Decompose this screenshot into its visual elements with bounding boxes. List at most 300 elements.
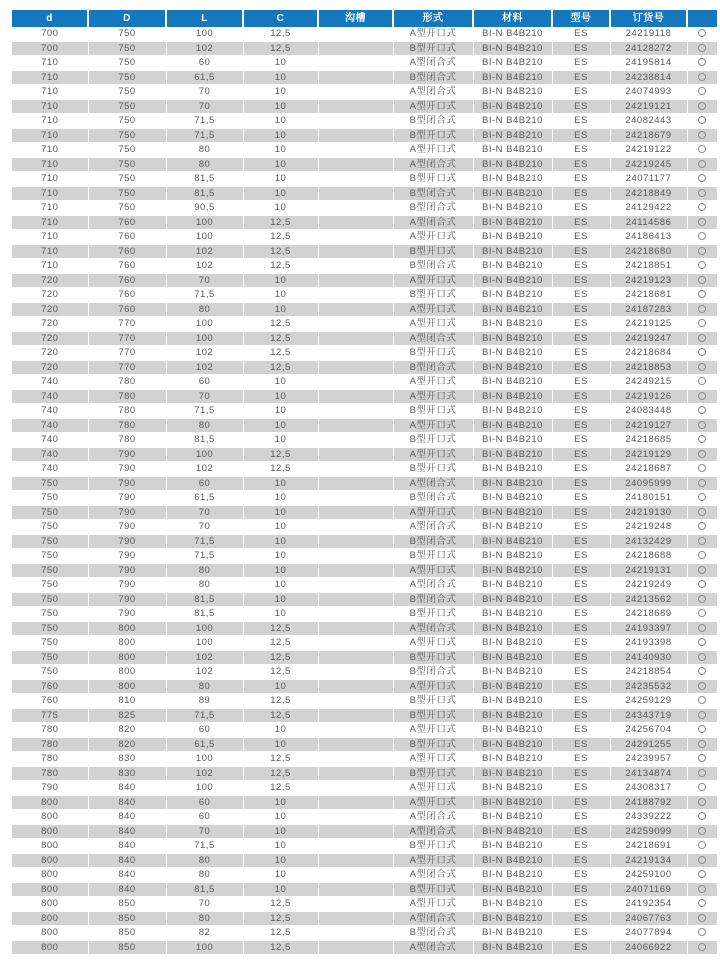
cell-order-no: 24067763 — [610, 911, 687, 926]
table-row — [12, 128, 717, 143]
availability-circle-icon — [698, 189, 706, 197]
cell-D: 780 — [88, 375, 166, 390]
table-row — [12, 244, 717, 259]
cell-d: 750 — [12, 592, 88, 607]
availability-circle-icon — [698, 711, 706, 719]
cell-D: 810 — [88, 694, 166, 709]
table-row — [12, 317, 717, 332]
cell-L: 90,5 — [166, 201, 243, 216]
cell-groove — [318, 70, 393, 85]
cell-form: A型闭合式 — [393, 331, 473, 346]
cell-C: 10 — [243, 128, 318, 143]
cell-model: ES — [552, 607, 610, 622]
cell-form: B型开口式 — [393, 41, 473, 56]
cell-material: BI-N B4B210 — [473, 694, 552, 709]
cell-groove — [318, 433, 393, 448]
table-row — [12, 462, 717, 477]
cell-order-no: 24218684 — [610, 346, 687, 361]
cell-C: 10 — [243, 578, 318, 593]
cell-L: 70 — [166, 389, 243, 404]
cell-C: 10 — [243, 389, 318, 404]
cell-order-no: 24192354 — [610, 897, 687, 912]
cell-L: 100 — [166, 215, 243, 230]
cell-D: 790 — [88, 592, 166, 607]
cell-order-no: 24074993 — [610, 85, 687, 100]
cell-L: 60 — [166, 56, 243, 71]
cell-order-no: 24195814 — [610, 56, 687, 71]
cell-form: A型开口式 — [393, 795, 473, 810]
cell-form: B型闭合式 — [393, 534, 473, 549]
cell-groove — [318, 505, 393, 520]
availability-circle-icon — [698, 392, 706, 400]
cell-model: ES — [552, 810, 610, 825]
cell-L: 100 — [166, 331, 243, 346]
cell-order-no: 24249215 — [610, 375, 687, 390]
availability-circle-icon — [698, 276, 706, 284]
cell-d: 800 — [12, 839, 88, 854]
cell-D: 840 — [88, 781, 166, 796]
cell-form: B型开口式 — [393, 462, 473, 477]
cell-C: 10 — [243, 114, 318, 129]
cell-groove — [318, 317, 393, 332]
cell-model: ES — [552, 940, 610, 955]
cell-form: A型闭合式 — [393, 810, 473, 825]
cell-d: 800 — [12, 795, 88, 810]
cell-D: 750 — [88, 172, 166, 187]
cell-d: 780 — [12, 766, 88, 781]
cell-material: BI-N B4B210 — [473, 288, 552, 303]
cell-d: 750 — [12, 636, 88, 651]
cell-model: ES — [552, 752, 610, 767]
cell-groove — [318, 288, 393, 303]
cell-C: 12,5 — [243, 317, 318, 332]
cell-groove — [318, 418, 393, 433]
table-row — [12, 897, 717, 912]
cell-groove — [318, 215, 393, 230]
cell-model: ES — [552, 795, 610, 810]
cell-groove — [318, 491, 393, 506]
cell-model: ES — [552, 215, 610, 230]
table-row — [12, 839, 717, 854]
cell-D: 750 — [88, 114, 166, 129]
cell-material: BI-N B4B210 — [473, 926, 552, 941]
cell-form: A型闭合式 — [393, 578, 473, 593]
cell-d: 750 — [12, 665, 88, 680]
cell-L: 100 — [166, 621, 243, 636]
cell-order-no: 24129422 — [610, 201, 687, 216]
cell-C: 10 — [243, 795, 318, 810]
cell-material: BI-N B4B210 — [473, 578, 552, 593]
cell-model: ES — [552, 462, 610, 477]
cell-order-no: 24219248 — [610, 520, 687, 535]
cell-D: 760 — [88, 273, 166, 288]
cell-material: BI-N B4B210 — [473, 27, 552, 41]
cell-model: ES — [552, 476, 610, 491]
cell-L: 60 — [166, 476, 243, 491]
table-row — [12, 41, 717, 56]
cell-order-no: 24213562 — [610, 592, 687, 607]
cell-C: 12,5 — [243, 897, 318, 912]
cell-L: 100 — [166, 317, 243, 332]
cell-model: ES — [552, 70, 610, 85]
table-row — [12, 172, 717, 187]
availability-circle-icon — [698, 377, 706, 385]
cell-model: ES — [552, 389, 610, 404]
availability-circle-icon — [698, 87, 706, 95]
cell-C: 10 — [243, 56, 318, 71]
cell-D: 760 — [88, 230, 166, 245]
cell-groove — [318, 375, 393, 390]
cell-d: 710 — [12, 186, 88, 201]
cell-d: 780 — [12, 723, 88, 738]
table-row — [12, 868, 717, 883]
cell-L: 71,5 — [166, 404, 243, 419]
availability-circle-icon — [698, 44, 706, 52]
availability-circle-icon — [698, 885, 706, 893]
cell-d: 740 — [12, 462, 88, 477]
cell-order-no: 24256704 — [610, 723, 687, 738]
cell-groove — [318, 520, 393, 535]
cell-model: ES — [552, 447, 610, 462]
cell-D: 820 — [88, 723, 166, 738]
cell-model: ES — [552, 433, 610, 448]
cell-groove — [318, 940, 393, 955]
cell-order-no: 24259099 — [610, 824, 687, 839]
cell-material: BI-N B4B210 — [473, 781, 552, 796]
cell-order-no: 24219249 — [610, 578, 687, 593]
table-body — [12, 27, 717, 955]
cell-groove — [318, 679, 393, 694]
cell-groove — [318, 128, 393, 143]
cell-d: 760 — [12, 679, 88, 694]
cell-d: 750 — [12, 491, 88, 506]
col-header-form: 形式 — [393, 10, 473, 27]
table-row — [12, 85, 717, 100]
cell-C: 10 — [243, 868, 318, 883]
cell-L: 80 — [166, 143, 243, 158]
cell-form: A型开口式 — [393, 418, 473, 433]
cell-model: ES — [552, 346, 610, 361]
cell-C: 12,5 — [243, 27, 318, 41]
cell-d: 800 — [12, 926, 88, 941]
cell-C: 10 — [243, 302, 318, 317]
cell-model: ES — [552, 317, 610, 332]
catalog-page — [12, 10, 717, 955]
cell-D: 760 — [88, 215, 166, 230]
cell-L: 71,5 — [166, 839, 243, 854]
cell-order-no: 24219131 — [610, 563, 687, 578]
cell-C: 10 — [243, 186, 318, 201]
cell-material: BI-N B4B210 — [473, 882, 552, 897]
cell-C: 10 — [243, 723, 318, 738]
cell-form: B型开口式 — [393, 346, 473, 361]
cell-availability — [687, 940, 717, 955]
cell-material: BI-N B4B210 — [473, 592, 552, 607]
cell-availability — [687, 795, 717, 810]
availability-circle-icon — [698, 479, 706, 487]
cell-availability — [687, 244, 717, 259]
cell-availability — [687, 186, 717, 201]
cell-D: 790 — [88, 462, 166, 477]
cell-order-no: 24218679 — [610, 128, 687, 143]
cell-form: A型闭合式 — [393, 56, 473, 71]
table-row — [12, 27, 717, 41]
cell-model: ES — [552, 592, 610, 607]
cell-form: A型闭合式 — [393, 215, 473, 230]
cell-order-no: 24218689 — [610, 607, 687, 622]
cell-material: BI-N B4B210 — [473, 85, 552, 100]
availability-circle-icon — [698, 450, 706, 458]
availability-circle-icon — [698, 493, 706, 501]
cell-model: ES — [552, 288, 610, 303]
cell-C: 10 — [243, 491, 318, 506]
cell-C: 10 — [243, 549, 318, 564]
cell-groove — [318, 853, 393, 868]
cell-model: ES — [552, 679, 610, 694]
table-row — [12, 549, 717, 564]
cell-order-no: 24219121 — [610, 99, 687, 114]
cell-d: 740 — [12, 389, 88, 404]
cell-D: 750 — [88, 186, 166, 201]
cell-form: B型开口式 — [393, 882, 473, 897]
cell-L: 71,5 — [166, 288, 243, 303]
cell-D: 820 — [88, 737, 166, 752]
cell-D: 850 — [88, 926, 166, 941]
cell-D: 790 — [88, 607, 166, 622]
cell-material: BI-N B4B210 — [473, 462, 552, 477]
cell-material: BI-N B4B210 — [473, 172, 552, 187]
availability-circle-icon — [698, 566, 706, 574]
cell-D: 780 — [88, 389, 166, 404]
cell-L: 71,5 — [166, 128, 243, 143]
cell-order-no: 24186413 — [610, 230, 687, 245]
cell-availability — [687, 578, 717, 593]
cell-C: 12,5 — [243, 708, 318, 723]
table-row — [12, 56, 717, 71]
cell-D: 800 — [88, 650, 166, 665]
cell-order-no: 24238814 — [610, 70, 687, 85]
cell-order-no: 24134874 — [610, 766, 687, 781]
cell-material: BI-N B4B210 — [473, 41, 552, 56]
table-row — [12, 447, 717, 462]
cell-L: 70 — [166, 824, 243, 839]
cell-availability — [687, 491, 717, 506]
cell-d: 720 — [12, 317, 88, 332]
table-row — [12, 578, 717, 593]
cell-availability — [687, 157, 717, 172]
cell-order-no: 24235532 — [610, 679, 687, 694]
cell-form: B型开口式 — [393, 650, 473, 665]
cell-order-no: 24218849 — [610, 186, 687, 201]
cell-L: 102 — [166, 244, 243, 259]
cell-d: 760 — [12, 694, 88, 709]
cell-C: 10 — [243, 592, 318, 607]
cell-availability — [687, 418, 717, 433]
cell-L: 80 — [166, 578, 243, 593]
cell-availability — [687, 824, 717, 839]
cell-availability — [687, 897, 717, 912]
cell-model: ES — [552, 781, 610, 796]
cell-order-no: 24095999 — [610, 476, 687, 491]
cell-L: 81,5 — [166, 186, 243, 201]
table-row — [12, 752, 717, 767]
cell-d: 710 — [12, 172, 88, 187]
cell-availability — [687, 505, 717, 520]
cell-d: 750 — [12, 520, 88, 535]
cell-groove — [318, 882, 393, 897]
cell-L: 100 — [166, 230, 243, 245]
cell-groove — [318, 636, 393, 651]
cell-availability — [687, 143, 717, 158]
cell-d: 720 — [12, 288, 88, 303]
cell-groove — [318, 172, 393, 187]
cell-material: BI-N B4B210 — [473, 360, 552, 375]
cell-C: 10 — [243, 375, 318, 390]
table-row — [12, 114, 717, 129]
cell-L: 60 — [166, 810, 243, 825]
cell-groove — [318, 41, 393, 56]
availability-circle-icon — [698, 363, 706, 371]
cell-material: BI-N B4B210 — [473, 143, 552, 158]
cell-C: 12,5 — [243, 926, 318, 941]
cell-form: A型开口式 — [393, 27, 473, 41]
cell-form: B型开口式 — [393, 404, 473, 419]
availability-circle-icon — [698, 812, 706, 820]
cell-d: 740 — [12, 404, 88, 419]
cell-groove — [318, 462, 393, 477]
cell-order-no: 24239957 — [610, 752, 687, 767]
availability-circle-icon — [698, 725, 706, 733]
cell-availability — [687, 882, 717, 897]
cell-model: ES — [552, 636, 610, 651]
cell-material: BI-N B4B210 — [473, 476, 552, 491]
cell-C: 10 — [243, 288, 318, 303]
cell-material: BI-N B4B210 — [473, 230, 552, 245]
cell-C: 10 — [243, 882, 318, 897]
cell-d: 740 — [12, 447, 88, 462]
cell-form: B型闭合式 — [393, 360, 473, 375]
cell-availability — [687, 650, 717, 665]
cell-form: A型开口式 — [393, 230, 473, 245]
cell-D: 750 — [88, 99, 166, 114]
availability-circle-icon — [698, 58, 706, 66]
table-row — [12, 592, 717, 607]
table-row — [12, 824, 717, 839]
table-row — [12, 911, 717, 926]
cell-D: 750 — [88, 85, 166, 100]
cell-form: A型开口式 — [393, 99, 473, 114]
cell-D: 750 — [88, 70, 166, 85]
cell-L: 100 — [166, 781, 243, 796]
cell-d: 710 — [12, 244, 88, 259]
cell-d: 750 — [12, 607, 88, 622]
availability-circle-icon — [698, 145, 706, 153]
cell-order-no: 24219118 — [610, 27, 687, 41]
cell-D: 790 — [88, 549, 166, 564]
cell-model: ES — [552, 926, 610, 941]
cell-C: 12,5 — [243, 41, 318, 56]
table-row — [12, 476, 717, 491]
cell-L: 60 — [166, 723, 243, 738]
cell-material: BI-N B4B210 — [473, 824, 552, 839]
cell-groove — [318, 534, 393, 549]
cell-d: 750 — [12, 578, 88, 593]
col-header-material: 材料 — [473, 10, 552, 27]
col-header-model: 型号 — [552, 10, 610, 27]
cell-model: ES — [552, 665, 610, 680]
availability-circle-icon — [698, 131, 706, 139]
cell-model: ES — [552, 85, 610, 100]
cell-model: ES — [552, 157, 610, 172]
cell-D: 800 — [88, 665, 166, 680]
cell-C: 12,5 — [243, 911, 318, 926]
cell-material: BI-N B4B210 — [473, 418, 552, 433]
table-row — [12, 563, 717, 578]
cell-L: 70 — [166, 85, 243, 100]
cell-model: ES — [552, 186, 610, 201]
cell-order-no: 24218853 — [610, 360, 687, 375]
cell-form: B型开口式 — [393, 694, 473, 709]
table-row — [12, 346, 717, 361]
cell-availability — [687, 375, 717, 390]
cell-d: 710 — [12, 99, 88, 114]
cell-model: ES — [552, 201, 610, 216]
cell-C: 10 — [243, 810, 318, 825]
cell-form: A型开口式 — [393, 781, 473, 796]
table-row — [12, 418, 717, 433]
availability-circle-icon — [698, 580, 706, 588]
cell-C: 10 — [243, 99, 318, 114]
cell-groove — [318, 157, 393, 172]
cell-model: ES — [552, 273, 610, 288]
cell-form: B型闭合式 — [393, 259, 473, 274]
cell-order-no: 24082443 — [610, 114, 687, 129]
cell-material: BI-N B4B210 — [473, 679, 552, 694]
table-row — [12, 723, 717, 738]
cell-material: BI-N B4B210 — [473, 70, 552, 85]
cell-order-no: 24219122 — [610, 143, 687, 158]
table-row — [12, 766, 717, 781]
cell-L: 81,5 — [166, 882, 243, 897]
table-row — [12, 520, 717, 535]
availability-circle-icon — [698, 769, 706, 777]
cell-order-no: 24218688 — [610, 549, 687, 564]
cell-form: A型闭合式 — [393, 621, 473, 636]
cell-D: 750 — [88, 201, 166, 216]
table-row — [12, 143, 717, 158]
cell-L: 71,5 — [166, 549, 243, 564]
cell-L: 61,5 — [166, 70, 243, 85]
cell-material: BI-N B4B210 — [473, 317, 552, 332]
cell-D: 840 — [88, 795, 166, 810]
cell-order-no: 24128272 — [610, 41, 687, 56]
cell-model: ES — [552, 114, 610, 129]
cell-C: 10 — [243, 737, 318, 752]
cell-d: 800 — [12, 868, 88, 883]
table-row — [12, 679, 717, 694]
cell-availability — [687, 853, 717, 868]
cell-model: ES — [552, 839, 610, 854]
cell-C: 10 — [243, 172, 318, 187]
cell-groove — [318, 723, 393, 738]
cell-d: 710 — [12, 56, 88, 71]
cell-D: 850 — [88, 940, 166, 955]
cell-material: BI-N B4B210 — [473, 607, 552, 622]
cell-availability — [687, 259, 717, 274]
cell-d: 710 — [12, 230, 88, 245]
cell-groove — [318, 186, 393, 201]
cell-L: 89 — [166, 694, 243, 709]
